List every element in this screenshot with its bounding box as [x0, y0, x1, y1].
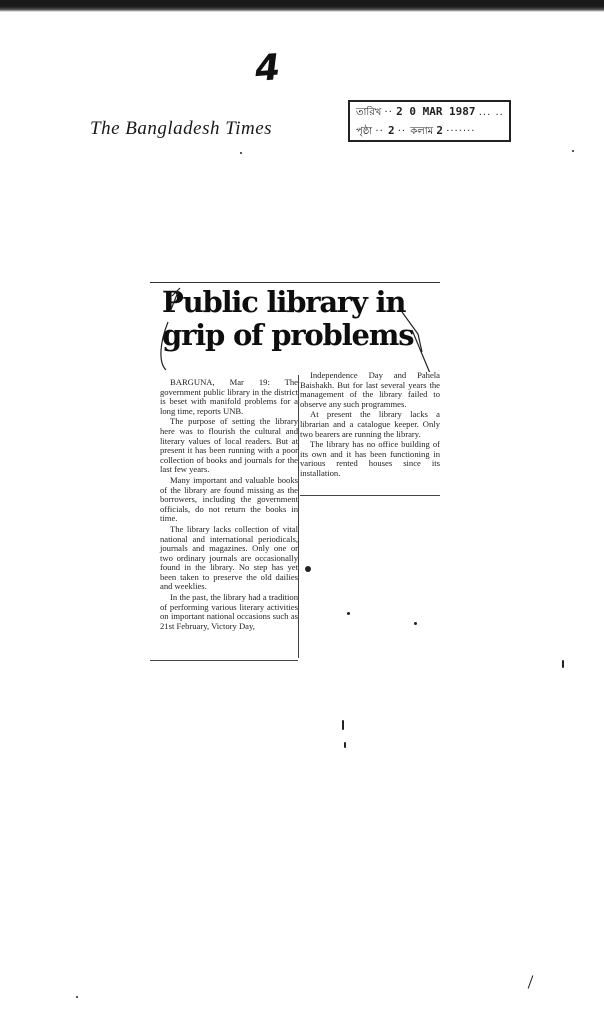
handwritten-page-number: 4 [253, 47, 282, 90]
stamp-date-row [356, 105, 504, 122]
stamp-dots: ······· [446, 126, 476, 137]
article-headline [162, 286, 432, 352]
newspaper-masthead: The Bangladesh Times [90, 118, 273, 139]
article-paragraph: At present the library lacks a librarian and a catalogue keeper. Only two bearers are running the library. [300, 409, 440, 439]
article-paragraph: BARGUNA, Mar 19: The government public library in the district is beset with manifold problems for a long time, reports UNB. [160, 377, 298, 416]
archive-date-stamp [348, 100, 511, 142]
article-paragraph: In the past, the library had a tradition of performing various literary activities on important national occasions such as 21st February, Victory Day, [160, 592, 298, 631]
headline-line-2: grip of problems [162, 318, 414, 352]
stamp-date-label: তারিখ [356, 107, 382, 118]
stamp-dots: ... .. [478, 107, 504, 118]
clipping-top-rule [150, 282, 440, 283]
stamp-page-row [356, 124, 475, 141]
scan-speck [347, 612, 350, 615]
scan-speck [240, 152, 242, 154]
scan-speck [305, 566, 311, 572]
right-column-end-rule [300, 495, 440, 496]
scan-top-edge [0, 0, 604, 12]
stamp-page-label: পৃষ্ঠা [356, 126, 373, 137]
article-paragraph: The library lacks collection of vital national and international periodicals, journals and magazines. Only one or two ordinary journals are occasionally found in the library. No step has yet been taken to preserve the old dailies and weeklies. [160, 523, 298, 592]
news-clipping [150, 282, 442, 662]
article-right-column [300, 371, 440, 480]
stamp-page-value: 2 [387, 124, 395, 137]
column-separator [298, 375, 299, 658]
scan-speck [528, 975, 534, 988]
article-paragraph: Many important and valuable books of the library are found missing as the borrowers, including the government officials, do not return the books in time. [160, 474, 298, 524]
stamp-column-value: 2 [436, 124, 444, 137]
stamp-column-label: কলাম [410, 126, 434, 137]
scan-speck [414, 622, 417, 625]
article-paragraph: The library has no office building of its own and it has been functioning in various rented houses since its installation. [300, 439, 440, 478]
scan-speck [562, 660, 564, 668]
stamp-dots: ·· [375, 126, 388, 137]
article-paragraph: The purpose of setting the library here was to flourish the cultural and literary values of local readers. But at present it has been running with a poor collection of books and journals for the last few years. [160, 416, 298, 475]
left-column-end-rule [150, 660, 298, 661]
stamp-dots: ·· [397, 126, 411, 137]
article-left-column [160, 378, 298, 632]
scan-speck [572, 150, 574, 152]
scan-speck [344, 742, 346, 748]
stamp-dots: ·· [384, 107, 393, 118]
scan-speck [76, 996, 78, 998]
headline-line-1: Public library in [162, 285, 406, 319]
article-paragraph: Independence Day and Pahela Baishakh. But for last several years the management of the library failed to observe any such programmes. [300, 370, 440, 409]
stamp-date-value: 2 0 MAR 1987 [396, 105, 476, 118]
scan-speck [342, 720, 344, 730]
